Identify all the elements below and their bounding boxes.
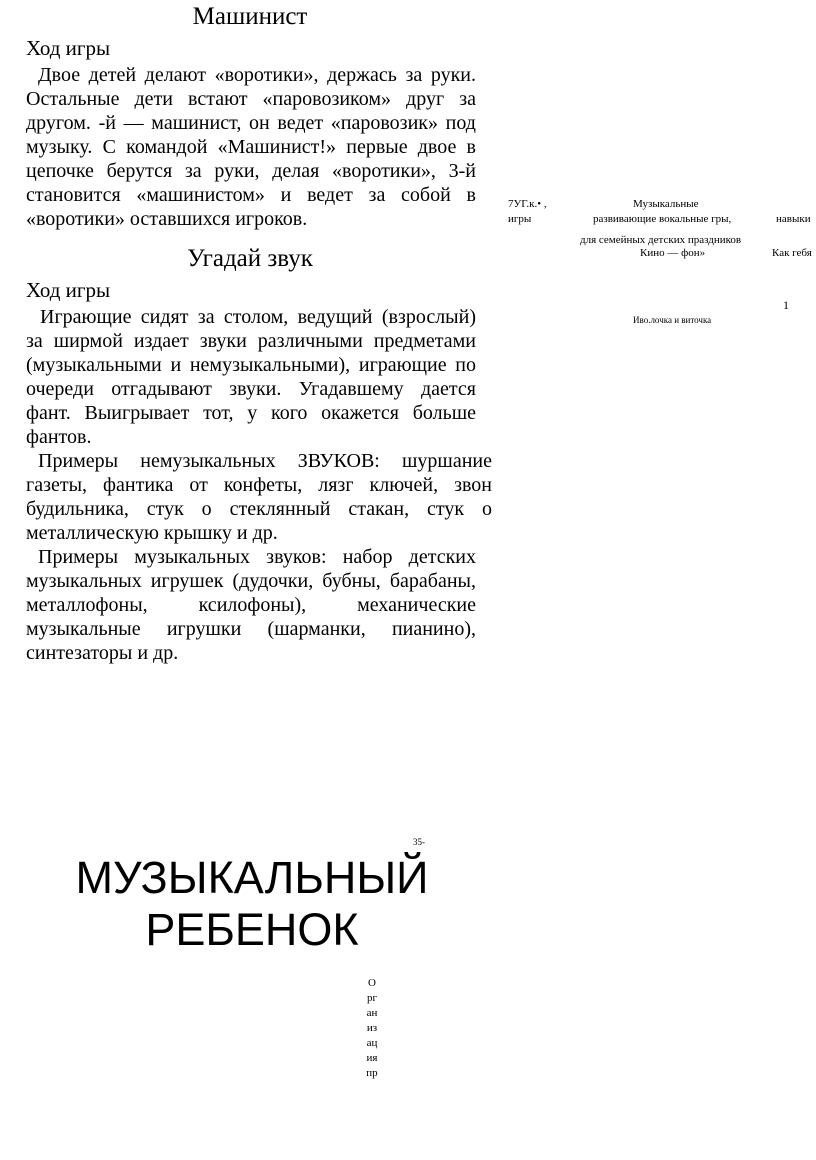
sidebar-line2-right: навыки (776, 213, 811, 225)
section1-paragraph: Двое детей делают «воротики», держась за руки. Остальные дети встают «паровозиком» друг за другом. -й — машинист, он ведет «паровозик» под музыку. С командой «Машинист!» первые двое в цепочке берутся за руки, делая «воротики», 3-й становится «машинистом» и ведет за собой в «воротики» оставшихся игроков. (26, 64, 476, 230)
page-mark: 35- (413, 837, 425, 847)
sidebar-line4-mid: Кино — фон» (640, 247, 706, 259)
sidebar-number: 1 (783, 298, 789, 312)
section2-paragraph-2: Примеры немузыкальных ЗВУКОВ: шуршание газеты, фантика от конфеты, лязг ключей, звон будильника, стук о стеклянный стакан, стук о металлическую крышку и др. (26, 450, 492, 544)
book-title-line2: РЕБЕНОК (145, 904, 359, 955)
section2-paragraph-3: Примеры музыкальных звуков: набор детских музыкальных игрушек (дудочки, бубны, барабаны, металлофоны, ксилофоны), механические музыкальные игрушки (шарманки, пианино), синтезаторы и др. (26, 546, 476, 664)
sidebar-line3-mid: для семейных детских праздников (580, 234, 742, 246)
sidebar-line2-mid: развивающие вокальные гры, (593, 213, 732, 225)
sidebar-line4-right: Как гебя (772, 247, 812, 259)
section2-subtitle: Ход игры (26, 278, 111, 302)
sidebar-line2-left: игры (508, 213, 532, 225)
section1-title: Машинист (192, 3, 308, 30)
sidebar-line5-mid: Иво.лочка и виточка (633, 315, 712, 325)
sidebar-line1-mid: Музыкальные (633, 198, 699, 210)
book-title-line1: МУЗЫКАЛЬНЫЙ (75, 852, 429, 903)
section1-subtitle: Ход игры (26, 36, 111, 60)
section2-paragraph-1: Играющие сидят за столом, ведущий (взрослый) за ширмой издает звуки различными предметами (музыкальными и немузыкальными), играющие по очереди отгадывают звуки. Угадавшему дается фант. Выигрывает тот, у кого окажется больше фантов. (26, 306, 476, 448)
section2-title: Угадай звук (187, 245, 313, 272)
vertical-text: Организацияпр (366, 977, 378, 1079)
sidebar-line1-left: 7УГ.к.• , (508, 198, 547, 210)
